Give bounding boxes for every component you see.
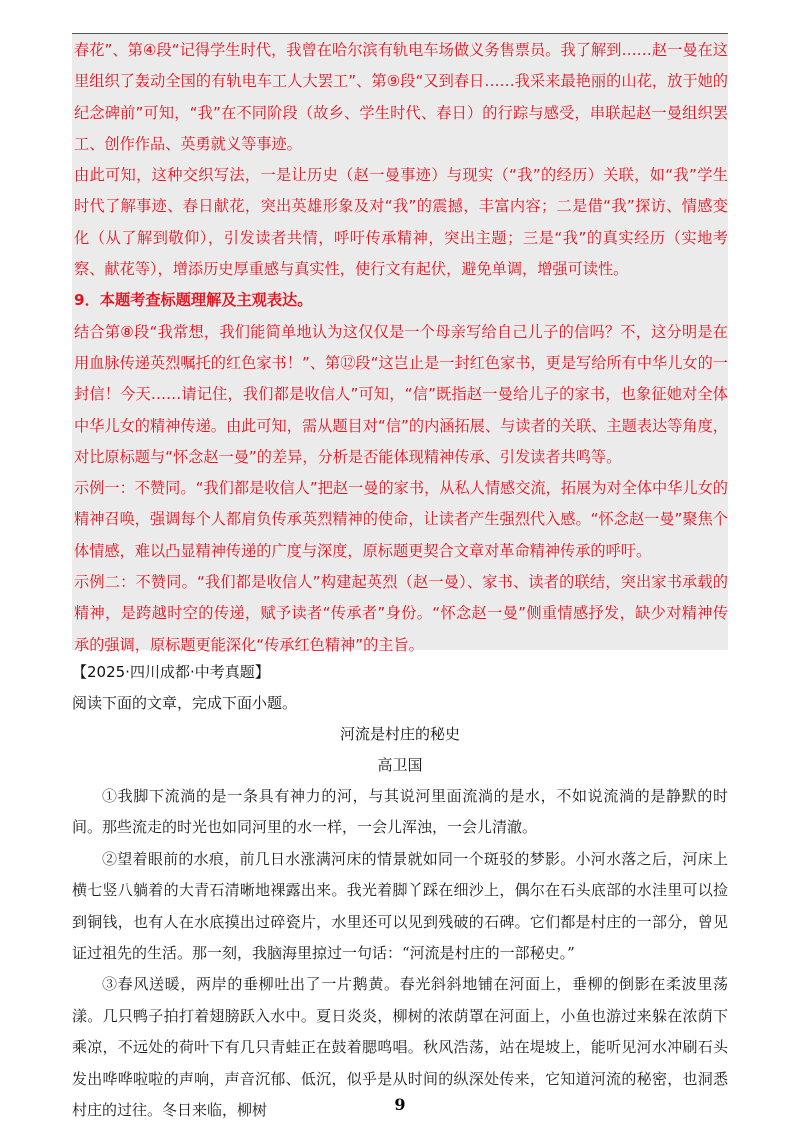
answer-section [74, 35, 728, 661]
article-paragraph-1: ①我脚下流淌的是一条具有神力的河，与其说河里面流淌的是水，不如说流淌的是静默的时间。那些流走的时光也如同河里的水一样，一会儿浑浊，一会儿清澈。 [72, 787, 728, 837]
instruction: 阅读下面的文章，完成下面小题。 [72, 694, 298, 712]
answer-paragraph-3: 结合第⑧段“我常想，我们能简单地认为这仅仅是一个母亲写给自己儿子的信吗？不，这分明是在用血脉传递英烈嘱托的红色家书！”、第⑫段“这岂止是一封红色家书，更是写给所有中华儿女的一封信！今天……请记住，我们都是收信人”可知，“信”既指赵一曼给儿子的家书，也象征她对全体中华儿女的精神传递。由此可知，需从题目对“信”的内涵拓展、与读者的关联、主题表达等角度，对比原标题与“怀念赵一曼”的差异，分析是否能体现精神传承、引发读者共鸣等。 [74, 322, 728, 466]
article-paragraph-2: ②望着眼前的水痕，前几日水涨满河床的情景就如同一个斑驳的梦影。小河水落之后，河床上横七竖八躺着的大青石清晰地裸露出来。我光着脚丫踩在细沙上，偶尔在石头底部的水洼里可以捡到铜钱，也有人在水底摸出过碎瓷片，水里还可以见到残破的石碑。它们都是村庄的一部分，曾见证过祖先的生活。那一刻，我脑海里掠过一句话：“河流是村庄的一部秘史。” [72, 849, 728, 963]
article-paragraph-3: ③春风送暖，两岸的垂柳吐出了一片鹅黄。春光斜斜地铺在河面上，垂柳的倒影在柔波里荡漾。几只鸭子拍打着翅膀跃入水中。夏日炎炎，柳树的浓荫罩在河面上，小鱼也游过来躲在浓荫下乘凉，不远处的荷叶下有几只青蛙正在鼓着腮鸣唱。秋风浩荡，站在堤坡上，能听见河水冲刷石头发出哗哗啦啦的声响，声音沉郁、低沉，似乎是从时间的纵深处传来，它知道河流的秘密，也洞悉村庄的过往。冬日来临，柳树 [72, 975, 728, 1120]
article-body [72, 781, 728, 1126]
article-author: 高卫国 [377, 756, 423, 774]
page-number: 9 [394, 1095, 406, 1114]
answer-example-2: 示例二：不赞同。“我们都是收信人”构建起英烈（赵一曼）、家书、读者的联结，突出家书承载的精神，是跨越时空的传递，赋予读者“传承者”身份。“怀念赵一曼”侧重情感抒发，缺少对精神传承的强调，原标题更能深化“传承红色精神”的主旨。 [74, 573, 728, 654]
article-title: 河流是村庄的秘史 [339, 725, 460, 743]
answer-example-1: 示例一：不赞同。“我们都是收信人”把赵一曼的家书，从私人情感交流，拓展为对全体中华儿女的精神召唤，强调每个人都肩负传承英烈精神的使命，让读者产生强烈代入感。“怀念赵一曼”聚焦个体情感，难以凸显精神传递的广度与深度，原标题更契合文章对革命精神传承的呼吁。 [74, 479, 728, 560]
answer-paragraph-1: 春花”、第④段“记得学生时代，我曾在哈尔滨有轨电车场做义务售票员。我了解到……赵一曼在这里组织了轰动全国的有轨电车工人大罢工”、第⑨段“又到春日……我采来最艳丽的山花，放于她的纪念碑前”可知，“我”在不同阶段（故乡、学生时代、春日）的行踪与感受，串联起赵一曼组织罢工、创作作品、英勇就义等事迹。 [74, 41, 728, 153]
question-9-heading: 9．本题考查标题理解及主观表达。 [74, 291, 313, 310]
answer-paragraph-2: 由此可知，这种交织写法，一是让历史（赵一曼事迹）与现实（“我”的经历）关联，如“我”学生时代了解事迹、春日献花，突出英雄形象及对“我”的震撼，丰富内容；二是借“我”探访、情感变化（从了解到敬仰），引发读者共情，呼吁传承精神，突出主题；三是“我”的真实经历（实地考察、献花等），增添历史厚重感与真实性，使行文有起伏，避免单调，增强可读性。 [74, 166, 728, 279]
source-tag: 【2025·四川成都·中考真题】 [72, 663, 270, 681]
